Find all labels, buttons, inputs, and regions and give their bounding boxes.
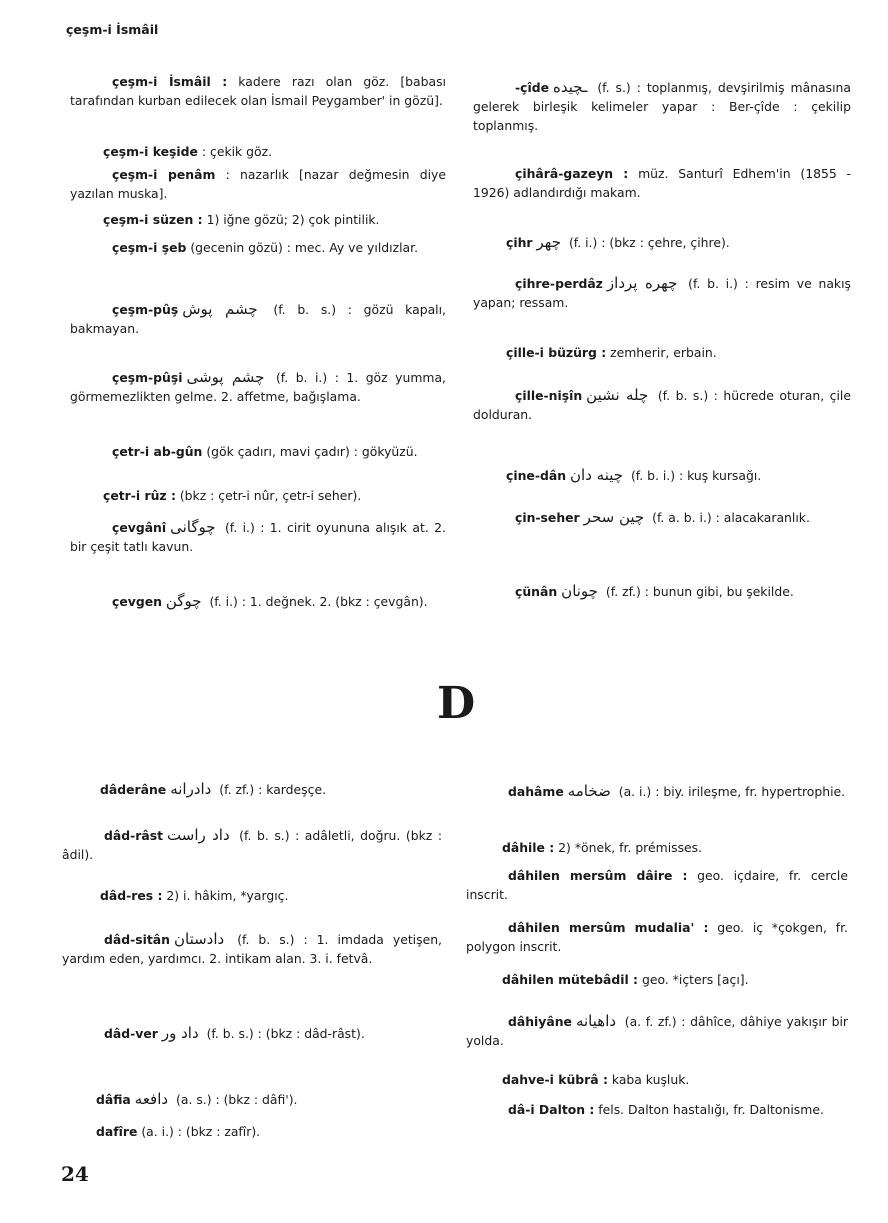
dictionary-entry: -çîde ـچیده (f. s.) : toplanmış, devşirilmiş mânasına gelerek birleşik kelimeler yapar : Ber-çîde : çekilip toplanmış. bbox=[473, 78, 851, 133]
dictionary-entry: çihre-perdâz چهره پرداز (f. b. i.) : resim ve nakış yapan; ressam. bbox=[473, 274, 851, 310]
dictionary-entry: çihr چهر (f. i.) : (bkz : çehre, çihre). bbox=[506, 233, 730, 251]
arabic-script: دادستان bbox=[173, 930, 225, 948]
running-header: çeşm-i İsmâil bbox=[66, 22, 159, 37]
dictionary-entry: çeşm-i İsmâil : kadere razı olan göz. [babası tarafından kurban edilecek olan İsmail Peygamber' in gözü]. bbox=[70, 74, 446, 108]
arabic-script: داد راست bbox=[167, 826, 230, 844]
arabic-script: ـچیده bbox=[553, 78, 588, 96]
dictionary-entry: dâhilen mersûm mudalia' : geo. iç *çokgen, fr. polygon inscrit. bbox=[466, 920, 848, 954]
arabic-script: چوگن bbox=[165, 592, 202, 610]
page-number: 24 bbox=[61, 1162, 89, 1186]
arabic-script: چله نشین bbox=[586, 386, 649, 404]
dictionary-entry: çihârâ-gazeyn : müz. Santurî Edhem'in (1855 - 1926) adlandırdığı makam. bbox=[473, 166, 852, 200]
dictionary-entry: dahve-i kübrâ : kaba kuşluk. bbox=[502, 1072, 690, 1087]
arabic-script: داد ور bbox=[161, 1024, 199, 1042]
dictionary-entry: çeşm-i keşide : çekik göz. bbox=[103, 144, 273, 159]
arabic-script: چشم پوشی bbox=[186, 368, 265, 386]
dictionary-entry: dâhile : 2) *önek, fr. prémisses. bbox=[502, 840, 703, 855]
arabic-script: چونان bbox=[561, 582, 598, 600]
dictionary-entry: çille-i büzürg : zemherir, erbain. bbox=[506, 345, 717, 360]
arabic-script: ضخامه bbox=[567, 782, 611, 800]
dictionary-entry: çeşm-i şeb (gecenin gözü) : mec. Ay ve yıldızlar. bbox=[112, 240, 419, 255]
arabic-script: چهر bbox=[536, 233, 561, 251]
dictionary-entry: çine-dân چینه دان (f. b. i.) : kuş kursağı. bbox=[506, 466, 762, 484]
arabic-script: چین سحر bbox=[583, 508, 645, 526]
dictionary-entry: dâhilen mersûm dâire : geo. içdaire, fr. cercle inscrit. bbox=[466, 868, 848, 902]
dictionary-entry: çeşm-pûşi چشم پوشی (f. b. i.) : 1. göz yumma, görmemezlikten gelme. 2. affetme, bağışlama. bbox=[70, 368, 446, 404]
dictionary-entry: çetr-i ab-gûn (gök çadırı, mavi çadır) : gökyüzü. bbox=[112, 444, 418, 459]
arabic-script: چشم پوش bbox=[182, 300, 258, 318]
dictionary-entry: çille-nişîn چله نشین (f. b. s.) : hücrede oturan, çile dolduran. bbox=[473, 386, 851, 422]
dictionary-entry: dâd-ver داد ور (f. b. s.) : (bkz : dâd-râst). bbox=[104, 1024, 365, 1042]
dictionary-entry: dâd-res : 2) i. hâkim, *yargıç. bbox=[100, 888, 289, 903]
dictionary-entry: dafîre (a. i.) : (bkz : zafîr). bbox=[96, 1124, 261, 1139]
section-letter: D bbox=[437, 678, 476, 729]
dictionary-entry: dâderâne دادرانه (f. zf.) : kardeşçe. bbox=[100, 780, 327, 798]
arabic-script: چوگانی bbox=[170, 518, 216, 536]
arabic-script: دادرانه bbox=[170, 780, 212, 798]
dictionary-entry: çeşm-i penâm : nazarlık [nazar değmesin diye yazılan muska]. bbox=[70, 167, 446, 201]
dictionary-entry: dâhilen mütebâdil : geo. *içters [açı]. bbox=[502, 972, 749, 987]
dictionary-entry: dâd-râst داد راست (f. b. s.) : adâletli, doğru. (bkz : âdil). bbox=[62, 826, 442, 862]
arabic-script: داهیانه bbox=[575, 1012, 617, 1030]
dictionary-entry: çevgen چوگن (f. i.) : 1. değnek. 2. (bkz : çevgân). bbox=[112, 592, 428, 610]
dictionary-entry: çin-seher چین سحر (f. a. b. i.) : alacakaranlık. bbox=[515, 508, 810, 526]
dictionary-entry: çünân چونان (f. zf.) : bunun gibi, bu şekilde. bbox=[515, 582, 794, 600]
arabic-script: چینه دان bbox=[570, 466, 624, 484]
dictionary-entry: dâd-sitân دادستان (f. b. s.) : 1. imdada yetişen, yardım eden, yardımcı. 2. intikam alan. 3. i. fetvâ. bbox=[62, 930, 442, 966]
dictionary-entry: dâfia دافعه (a. s.) : (bkz : dâfi'). bbox=[96, 1090, 298, 1108]
dictionary-entry: dâ-i Dalton : fels. Dalton hastalığı, fr. Daltonisme. bbox=[508, 1102, 824, 1117]
dictionary-entry: dahâme ضخامه (a. i.) : biy. irileşme, fr. hypertrophie. bbox=[508, 782, 846, 800]
dictionary-entry: çevgânî چوگانی (f. i.) : 1. cirit oyununa alışık at. 2. bir çeşit tatlı kavun. bbox=[70, 518, 446, 554]
dictionary-entry: çetr-i rûz : (bkz : çetr-i nûr, çetr-i seher). bbox=[103, 488, 362, 503]
dictionary-entry: çeşm-pûş چشم پوش (f. b. s.) : gözü kapalı, bakmayan. bbox=[70, 300, 446, 336]
dictionary-entry: çeşm-i süzen : 1) iğne gözü; 2) çok pintilik. bbox=[103, 212, 380, 227]
arabic-script: چهره پرداز bbox=[606, 274, 678, 292]
dictionary-entry: dâhiyâne داهیانه (a. f. zf.) : dâhîce, dâhiye yakışır bir yolda. bbox=[466, 1012, 848, 1048]
arabic-script: دافعه bbox=[134, 1090, 169, 1108]
